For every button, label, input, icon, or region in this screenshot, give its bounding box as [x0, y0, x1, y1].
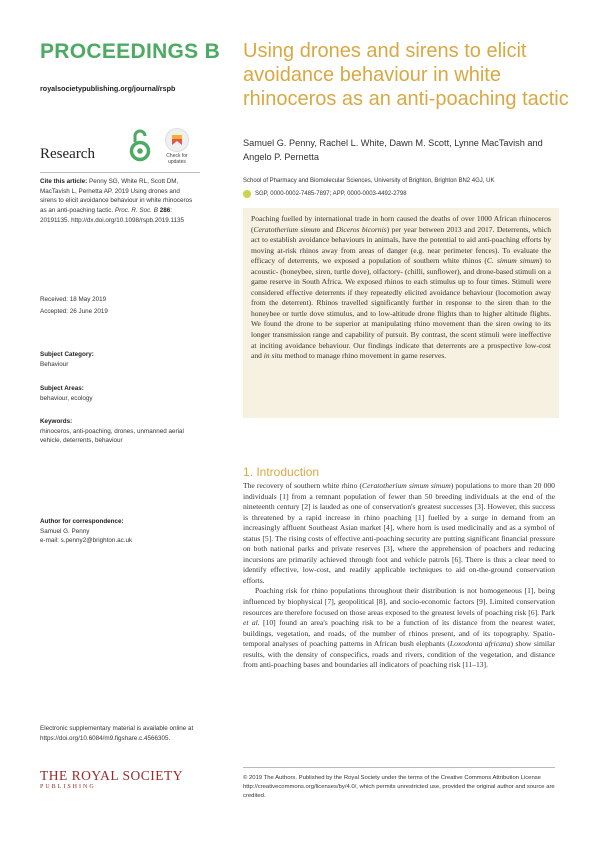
left-divider — [40, 172, 200, 173]
section-heading-introduction: 1. Introduction — [243, 465, 320, 479]
article-dates — [40, 294, 200, 317]
citation-block — [40, 177, 198, 226]
orcid-icon — [243, 190, 251, 198]
orcid-line — [243, 190, 407, 198]
keywords-value: rhinoceros, anti-poaching, drones, unmanned aerial vehicle, deterrents, behaviour — [40, 427, 184, 445]
abstract-species: Ceratotherium simum — [253, 224, 321, 234]
species-name: Ceratotherium simum simum — [362, 481, 451, 490]
check-for-updates-badge[interactable] — [160, 128, 194, 165]
cite-text: Penny SG, White RL, Scott DM, MacTavish L, Pernetta AP. 2019 Using drones and sirens to elicit avoidance behaviour in white rhinoceros as an anti-poaching tactic. — [40, 178, 193, 215]
orcid-ids[interactable]: SGP, 0000-0002-7485-7897; APP, 0000-0003-4492-2798 — [255, 191, 407, 197]
subject-category-value: Behaviour — [40, 360, 69, 368]
publisher-subname: PUBLISHING — [40, 784, 96, 790]
license-statement: © 2019 The Authors. Published by the Royal Society under the terms of the Creative Commons Attribution License http://creativecommons.org/licenses/by/4.0/, which permits unrestricted use, provided the original author and source are credited. — [243, 767, 555, 801]
paragraph — [243, 481, 555, 586]
paragraph-text: The recovery of southern white rhino ( — [243, 481, 363, 490]
check-updates-label: Check for updates — [166, 153, 188, 165]
paragraph-text: ) populations to more than 20 000 individuals [1] from a remnant population of fewer than 50 breeding individuals at the end of the nineteenth century [2] is lauded as one of conservation's greatest successes [3]. However, this success is threatened by a rapid increase in rhino poaching [1] fuelled by a surge in demand from an increasingly affluent Southeast Asian market [4], where horn is used medicinally and as a symbol of status [5]. The rising costs of effective anti-poaching security are putting significant financial pressure on both national parks and private reserves [3], where the apprehension of poachers and reducing incursions are primarily achieved through foot and vehicle patrols [6]. There is thus a clear need to identify effective, low-cost, and readily applicable techniques to aid on-the-ground conservation efforts. — [243, 481, 555, 585]
abstract-text: ) to acoustic- (honeybee, siren, turtle dove), olfactory- (chilli, sunflower), and drone-based stimuli on a game reserve in South Africa. We exposed rhinos to each stimulus up to four times. Stimuli were considered effective deterrents if they repeatedly elicited avoidance behaviour (locomotion away from the deterrent). Rhinos travelled significantly further in response to the siren than to the honeybee or turtle dove stimulus, and to low-altitude drone flights than to higher altitude flights. We found the drone to be superior at manipulating rhino movement than the siren owing to its longer transmission range and capability of pursuit. By contrast, the scent stimuli were ineffective at inciting avoidance behaviour. Our findings indicate that deterrents are a prospective low-cost and — [251, 256, 551, 361]
subject-areas — [40, 384, 200, 403]
abstract-species: Diceros bicornis — [335, 224, 387, 234]
supplementary-material-note: Electronic supplementary material is available online at https://doi.org/10.6084/m9.figshare.c.4566305. — [40, 725, 194, 742]
abstract-text: and — [320, 224, 336, 234]
check-updates-icon — [165, 128, 189, 152]
keywords — [40, 417, 200, 446]
open-access-icon — [128, 128, 152, 162]
article-section-label: Research — [40, 146, 95, 162]
abstract-species: C. simum simum — [486, 256, 540, 266]
abstract-term: in situ — [263, 351, 283, 361]
cite-article-number: : 20191135. — [40, 207, 172, 224]
abstract-text: method to manage rhino movement in game reserves. — [282, 351, 447, 361]
paragraph-text: Poaching risk for rhino populations throughout their distribution is not homogeneous [1], being influenced by biophysical [7], geopolitical [8], and socio-economic factors [9]. Limited conservation resources are therefore focused on those areas exposed to the greatest levels of poaching risk [6]. Park — [243, 586, 555, 617]
correspondence — [40, 517, 200, 546]
correspondence-name: Samuel G. Penny — [40, 527, 90, 535]
subject-areas-heading: Subject Areas: — [40, 385, 84, 392]
keywords-heading: Keywords: — [40, 418, 73, 425]
subject-areas-value: behaviour, ecology — [40, 394, 93, 402]
correspondence-email[interactable]: e-mail: s.penny2@brighton.ac.uk — [40, 537, 133, 545]
paragraph-text: ) show similar results, with the density of conspecifics, roads and rivers, condition of the vegetation, and distance from anti-poaching bases and boundaries all indicators of poaching risk [11–13]. — [243, 639, 555, 670]
article-title: Using drones and sirens to elicit avoidance behaviour in white rhinoceros as an anti-poaching tactic — [243, 40, 569, 110]
publisher-name: THE ROYAL SOCIETY — [40, 768, 183, 783]
received-date: Received: 18 May 2019 — [40, 296, 107, 303]
species-name: Loxodonta africana — [449, 639, 511, 649]
abstract-text: Poaching fuelled by international trade in horn caused the deaths of over 1000 African rhinoceros ( — [251, 214, 551, 234]
cite-journal: Proc. R. Soc. B — [114, 207, 158, 215]
abstract-text: ) per year between 2013 and 2017. Deterrents, which act to establish avoidance behaviours in animals, have the potential to aid anti-poaching efforts by moving at-risk rhinos away from areas of danger (e.g. near perimeter fences). To evaluate the efficacy of deterrents, we exposed a population of southern white rhinos ( — [251, 224, 551, 266]
cite-doi-link[interactable]: http://dx.doi.org/10.1098/rspb.2019.1135 — [71, 216, 185, 224]
subject-category-heading: Subject Category: — [40, 351, 94, 358]
paragraph — [243, 586, 555, 670]
paragraph-text: [10] found an area's poaching risk to be a function of its distance from the nearest water, buildings, vegetation, and roads, of the number of rhinos present, and of its topography. Spatio-temporal analyses of poaching patterns in African bush elephants ( — [243, 618, 555, 649]
correspondence-heading: Author for correspondence: — [40, 518, 124, 525]
author-list: Samuel G. Penny, Rachel L. White, Dawn M. Scott, Lynne MacTavish and Angelo P. Pernetta — [243, 138, 543, 162]
affiliation: School of Pharmacy and Biomolecular Sciences, University of Brighton, Brighton BN2 4GJ, UK — [243, 178, 495, 184]
journal-url[interactable]: royalsocietypublishing.org/journal/rspb — [40, 84, 176, 93]
accepted-date: Accepted: 26 June 2019 — [40, 307, 108, 315]
publisher-logo — [40, 768, 183, 790]
subject-category — [40, 350, 200, 369]
introduction-body — [243, 481, 555, 671]
cite-volume: 286 — [159, 207, 171, 215]
citation-etal: et al. — [243, 618, 260, 628]
abstract — [243, 208, 559, 418]
cite-label: Cite this article: — [40, 178, 88, 185]
journal-brand: PROCEEDINGS B — [40, 40, 221, 63]
